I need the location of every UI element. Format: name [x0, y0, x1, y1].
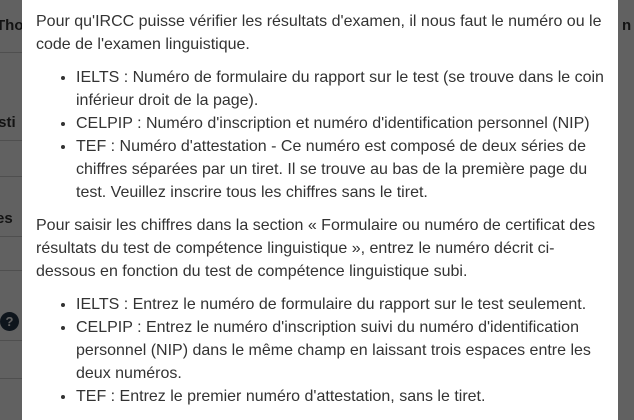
dialog-body — [22, 0, 618, 408]
instruction-paragraph: Pour saisir les chiffres dans la section « Formulaire ou numéro de certificat des résultats du test de compétence linguistique », entrez le numéro décrit ci-dessous en fonction du test de compétence linguistique subi. — [36, 217, 596, 280]
list-item-tef: • TEF : Numéro d'attestation - Ce numéro est composé de deux séries de chiffres séparées par un tiret. Il se trouve au bas de la première page du test. Veuillez inscrire tous les chiffres sans le tiret. — [76, 135, 606, 204]
intro-paragraph: Pour qu'IRCC puisse vérifier les résultats d'examen, il nous faut le numéro ou le code de l'examen linguistique. — [36, 13, 602, 53]
test-identifier-list — [36, 66, 606, 204]
language-test-info-dialog — [22, 0, 618, 420]
list-item-tef-entry: • TEF : Entrez le premier numéro d'attestation, sans le tiret. — [76, 385, 606, 408]
list-item-celpip-entry: • CELPIP : Entrez le numéro d'inscription suivi du numéro d'identification personnel (NIP) dans le même champ en laissant trois espaces entre les deux numéros. — [76, 316, 606, 385]
list-item-ielts: • IELTS : Numéro de formulaire du rapport sur le test (se trouve dans le coin inférieur droit de la page). — [76, 66, 606, 112]
list-item-ielts-entry: • IELTS : Entrez le numéro de formulaire du rapport sur le test seulement. — [76, 293, 606, 316]
entry-instructions-list — [36, 293, 606, 408]
list-item-celpip: • CELPIP : Numéro d'inscription et numéro d'identification personnel (NIP) — [76, 112, 606, 135]
